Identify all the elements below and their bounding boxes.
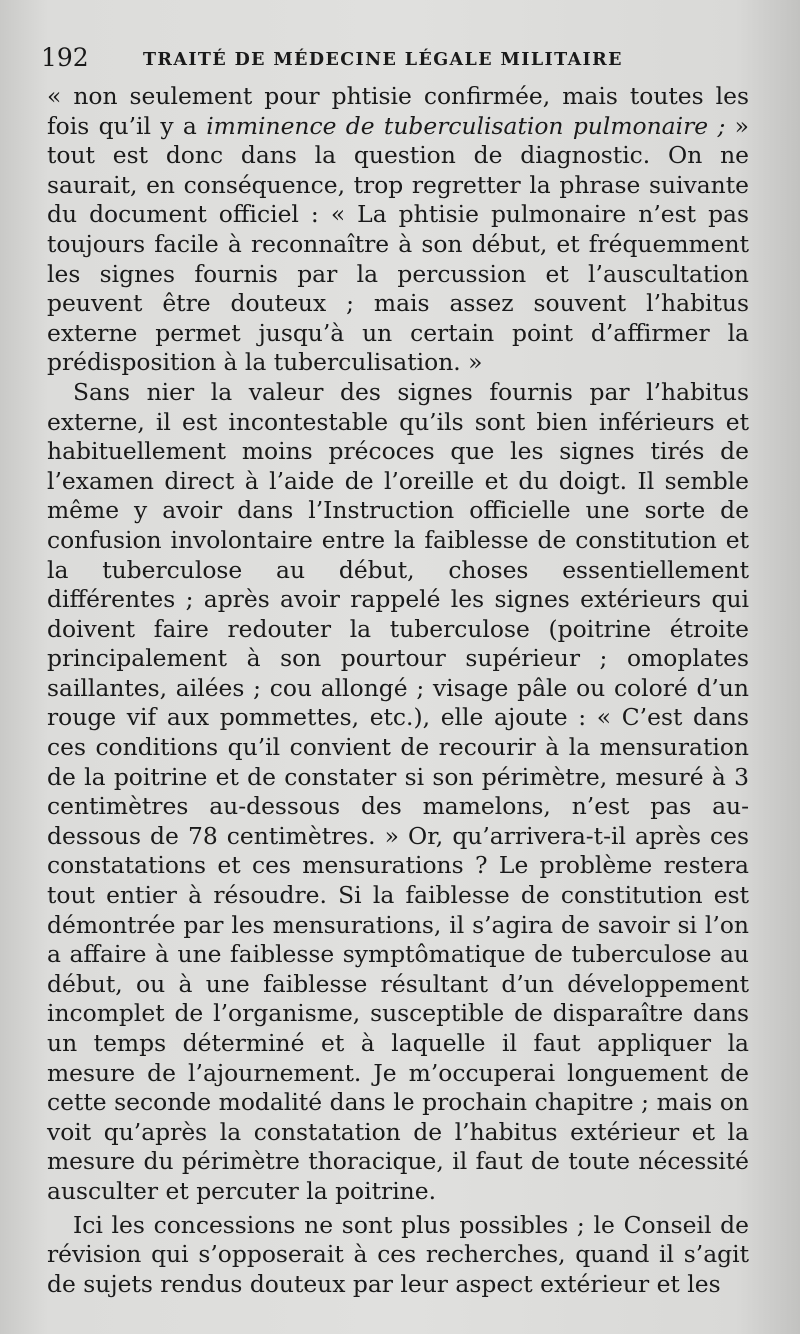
text-run: » tout est donc dans la question de diagnostic. On ne saurait, en conséquence, trop regretter la phrase suivante du document officiel : « La phtisie pulmonaire n’est pas toujours facile à reconnaître à son début, et fréquemment les signes fournis par la percussion et l’auscultation peuvent être douteux ; mais assez souvent l’habitus externe permet jusqu’à un certain point d’affirmer la prédisposition à la tuberculisation. » — [47, 111, 749, 377]
body-text — [47, 82, 749, 1299]
paragraph: Sans nier la valeur des signes fournis par l’habitus externe, il est incontestable qu’ils sont bien inférieurs et habituellement moins précoces que les signes tirés de l’examen direct à l’aide de l’oreille et du doigt. Il semble même y avoir dans l’Instruction officielle une sorte de confusion involontaire entre la faiblesse de constitution et la tuberculose au début, choses essentiellement différentes ; après avoir rappelé les signes extérieurs qui doivent faire redouter la tuberculose (poitrine étroite principalement à son pourtour supérieur ; omoplates saillantes, ailées ; cou allongé ; visage pâle ou coloré d’un rouge vif aux pommettes, etc.), elle ajoute : « C’est dans ces conditions qu’il convient de recourir à la mensuration de la poitrine et de constater si son périmètre, mesuré à 3 centimètres au-dessous des mamelons, n’est pas au-dessous de 78 centimètres. » Or, qu’arrivera-t-il après ces constatations et ces mensurations ? Le problème restera tout entier à résoudre. Si la faiblesse de constitution est démontrée par les mensurations, il s’agira de savoir si l’on a affaire à une faiblesse symptômatique de tuberculose au début, ou à une faiblesse résultant d’un développement incomplet de l’organisme, susceptible de disparaître dans un temps déterminé et à laquelle il faut appliquer la mesure de l’ajournement. Je m’occuperai longuement de cette seconde modalité dans le prochain chapitre ; mais on voit qu’après la constatation de l’habitus extérieur et la mesure du périmètre thoracique, il faut de toute nécessité ausculter et percuter la poitrine. — [47, 377, 749, 1205]
page-number: 192 — [41, 43, 89, 72]
italic-phrase: imminence de tuberculisation pulmonaire ; — [206, 111, 726, 140]
text-run: « non seulement pour phtisie confirmée, mais toutes les fois qu’il y a — [47, 82, 749, 140]
paragraph: Ici les concessions ne sont plus possibles ; le Conseil de révision qui s’opposerait à ces recherches, quand il s’agit de sujets rendus douteux par leur aspect extérieur et les — [47, 1210, 749, 1298]
running-title: TRAITÉ DE MÉDECINE LÉGALE MILITAIRE — [143, 50, 623, 70]
paragraph-continuation — [47, 82, 749, 378]
running-head — [41, 38, 750, 78]
